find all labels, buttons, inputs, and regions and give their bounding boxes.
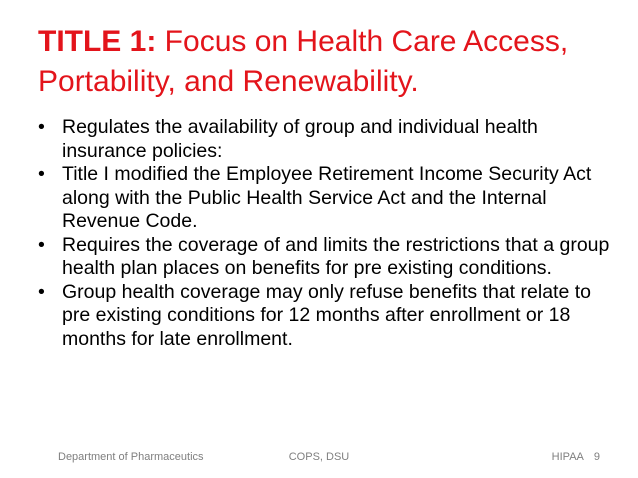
footer-right <box>552 450 600 464</box>
footer-department: Department of Pharmaceutics <box>58 451 204 463</box>
page-number: 9 <box>593 451 600 463</box>
bullet-list <box>38 116 623 351</box>
bullet-item <box>38 163 623 234</box>
bullet-marker: • <box>38 163 45 185</box>
bullet-item <box>38 281 623 352</box>
title-rest: Focus on Health Care Access, Portability, and Renewability. <box>38 25 569 98</box>
bullet-text: Group health coverage may only refuse benefits that relate to pre existing conditions for 12 months after enrollment or 18 months for late enrollment. <box>62 280 591 350</box>
footer-topic: HIPAA <box>551 451 584 463</box>
bullet-marker: • <box>38 233 45 256</box>
bullet-item <box>38 234 623 281</box>
bullet-item <box>38 116 623 163</box>
bullet-text: Title I modified the Employee Retirement Income Security Act along with the Public Health Service Act and the Internal Revenue Code. <box>62 163 592 232</box>
bullet-marker: • <box>38 280 45 303</box>
bullet-text: Regulates the availability of group and individual health insurance policies: <box>62 116 538 162</box>
bullet-text: Requires the coverage of and limits the restrictions that a group health plan places on benefits for pre existing conditions. <box>62 233 610 279</box>
footer-institution: COPS, DSU <box>288 451 350 463</box>
title-lead: TITLE 1: <box>38 25 157 58</box>
bullet-marker: • <box>38 116 45 138</box>
slide-title <box>38 22 618 102</box>
